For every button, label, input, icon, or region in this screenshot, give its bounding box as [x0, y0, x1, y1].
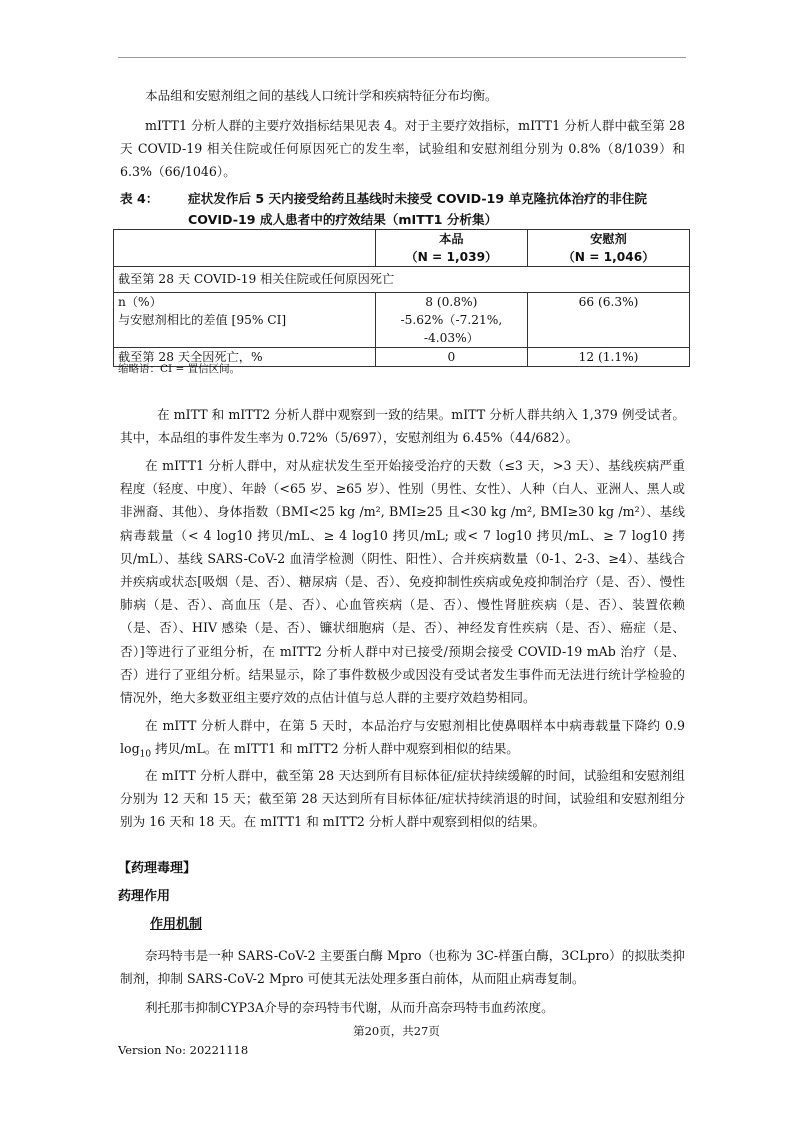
paragraph-primary-efficacy: mITT1 分析人群的主要疗效指标结果见表 4。对于主要疗效指标，mITT1 分析人群中截至第 28 天 COVID-19 相关住院或任何原因死亡的发生率，试验组和安慰剂组分别为 0.8%（8/1039）和 6.3%（66/1046）。 [120, 118, 685, 180]
paragraph-subgroup-analysis: 在 mITT1 分析人群中，对从症状发生至开始接受治疗的天数（≤3 天，>3 天）、基线疾病严重程度（轻度、中度）、年龄（<65 岁、≥65 岁）、性别（男性、女性）、人种（白人、亚洲人、黑人或非洲裔、其他）、身体指数（BMI<25 kg /m², BMI≥25 且<30 kg /m², BMI≥30 kg /m²）、基线病毒载量（< 4 log10 拷贝/mL、≥ 4 log10 拷贝/mL; 或< 7 log10 拷贝/mL、≥ 7 log10 拷贝/mL）、基线 SARS-CoV-2 血清学检测（阴性、阳性）、合并疾病数量（0-1、2-3、≥4）、基线合并疾病或状态[吸烟（是、否）、糖尿病（是、否）、免疫抑制性疾病或免疫抑制治疗（是、否）、慢性肺病（是、否）、高血压（是、否）、心血管疾病（是、否）、慢性肾脏疾病（是、否）、装置依赖（是、否）、HIV 感染（是、否）、镰状细胞病（是、否）、神经发育性疾病（是、否）、癌症（是、否）]等进行了亚组分析，在 mITT2 分析人群中对已接受/预期会接受 COVID-19 mAb 治疗（是、否）进行了亚组分析。结果显示，除了事件数极少或因没有受试者发生事件而无法进行统计学检验的情况外，绝大多数亚组主要疗效的点估计值与总人群的主要疗效趋势相同。 [120, 458, 685, 706]
table-caption-label: 表 4： [120, 191, 159, 206]
viral-load-text-b: 拷贝/mL。在 mITT1 和 mITT2 分析人群中观察到相似的结果。 [151, 741, 519, 757]
efficacy-table [113, 229, 690, 367]
table-abbreviation-note: 缩略语：CI = 置信区间。 [118, 363, 241, 375]
row-n-drug-value: 8 (0.8%) [425, 295, 478, 309]
row-diff-label: 与安慰剂相比的差值 [95% CI] [118, 313, 287, 327]
table-row-n [114, 293, 690, 348]
table-caption-text: 症状发作后 5 天内接受给药且基线时未接受 COVID-19 单克隆抗体治疗的非住院 COVID-19 成人患者中的疗效结果（mITT1 分析集） [188, 191, 648, 227]
paragraph-baseline: 本品组和安慰剂组之间的基线人口统计学和疾病特征分布均衡。 [145, 88, 498, 103]
table-placebo-values [528, 293, 690, 348]
viral-load-text-a: 在 mITT 分析人群中，在第 5 天时，本品治疗与安慰剂相比使鼻咽样本中病毒载量下降约 0.9 log [120, 718, 685, 757]
table-section-label: 截至第 28 天 COVID-19 相关住院或任何原因死亡 [114, 267, 690, 293]
table-drug-values [375, 293, 527, 348]
row-diff-drug-value: -5.62%（-7.21%, -4.03%） [400, 313, 503, 345]
log-subscript: 10 [139, 749, 152, 760]
paragraph-viral-load [120, 714, 685, 767]
row-death-drug-value: 0 [375, 348, 527, 367]
row-death-placebo-value: 12 (1.1%) [528, 348, 690, 367]
table-header-row [114, 230, 690, 267]
section-pharmacology: 药理作用 [118, 889, 171, 904]
header-rule [118, 57, 686, 58]
paragraph-mechanism-nirmatrelvir: 奈玛特韦是一种 SARS-CoV-2 主要蛋白酶 Mpro（也称为 3C-样蛋白酶，3CLpro）的拟肽类抑制剂，抑制 SARS-CoV-2 Mpro 可使其无法处理多蛋白前体，从而阻止病毒复制。 [120, 948, 685, 987]
header-placebo-name: 安慰剂 [590, 232, 627, 246]
paragraph-ritonavir: 利托那韦抑制CYP3A介导的奈玛特韦代谢，从而升高奈玛特韦血药浓度。 [145, 1000, 554, 1015]
table-header-empty [114, 230, 376, 267]
header-drug-name: 本品 [439, 232, 464, 246]
row-death-label: 截至第 28 天全因死亡，% [114, 348, 376, 367]
row-n-label: n（%） [118, 295, 162, 309]
table-header-drug [375, 230, 527, 267]
row-n-placebo-value: 66 (6.3%) [578, 295, 639, 309]
header-drug-n: （N = 1,039） [405, 250, 498, 264]
version-number: Version No: 20221118 [118, 1043, 249, 1057]
page-number: 第20页，共27页 [353, 1024, 440, 1038]
header-placebo-n: （N = 1,046） [562, 250, 655, 264]
table-section-row [114, 267, 690, 293]
paragraph-mitt-consistency: 在 mITT 和 mITT2 分析人群中观察到一致的结果。mITT 分析人群共纳入 1,379 例受试者。其中，本品组的事件发生率为 0.72%（5/697），安慰剂组为 6.45%（44/682）。 [120, 407, 685, 446]
section-pharm-tox: 【药理毒理】 [118, 861, 197, 876]
paragraph-symptom-resolution: 在 mITT 分析人群中，截至第 28 天达到所有目标体征/症状持续缓解的时间，试验组和安慰剂组分别为 12 天和 15 天；截至第 28 天达到所有目标体征/症状持续消退的时间，试验组和安慰剂组分别为 16 天和 18 天。在 mITT1 和 mITT2 分析人群中观察到相似的结果。 [120, 768, 685, 830]
table-row-labels [114, 293, 376, 348]
table-header-placebo [528, 230, 690, 267]
section-mechanism: 作用机制 [150, 917, 203, 932]
